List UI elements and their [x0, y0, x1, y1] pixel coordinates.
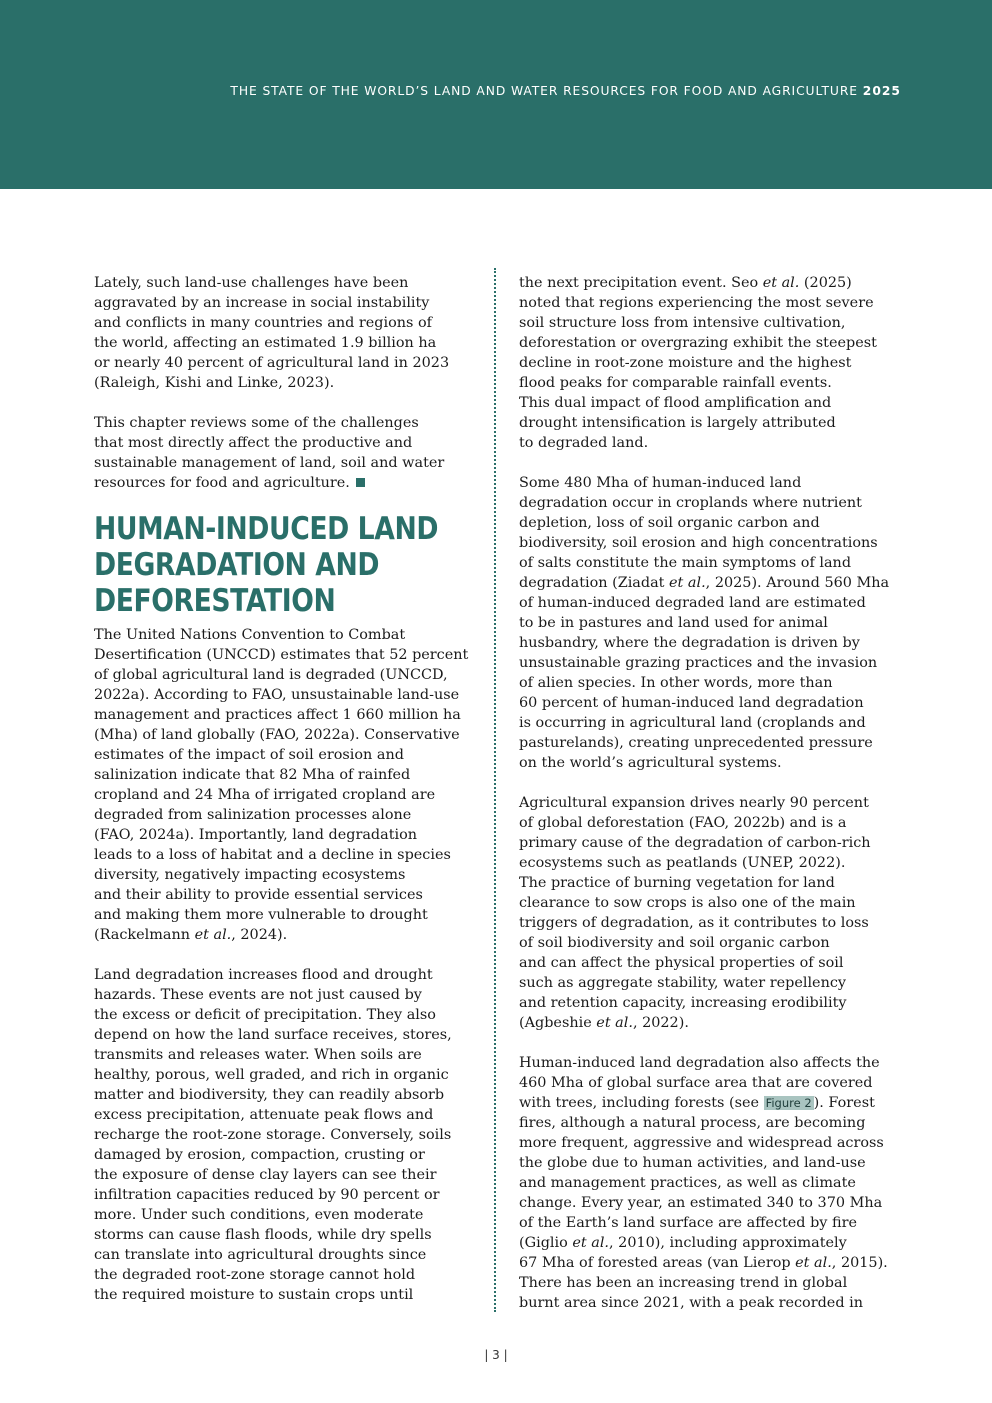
paragraph: [519, 793, 911, 1033]
publication-year: 2025: [862, 84, 901, 98]
text-line: (FAO, 2024a). Importantly, land degradation: [94, 827, 418, 843]
text-line: cropland and 24 Mha of irrigated cropland are: [94, 787, 436, 803]
text-line: more frequent, aggressive and widespread across: [519, 1135, 884, 1151]
text-line: Desertification (UNCCD) estimates that 52 percent: [94, 647, 469, 663]
text-line: unsustainable grazing practices and the invasion: [519, 655, 878, 671]
paragraph: [94, 965, 486, 1305]
text-line: Some 480 Mha of human-induced land: [519, 475, 802, 491]
section-heading: [94, 511, 439, 619]
text-line: noted that regions experiencing the most severe: [519, 295, 874, 311]
text-line-citation: (Giglio et al., 2010), including approximately: [519, 1235, 847, 1251]
text-line: burnt area since 2021, with a peak recorded in: [519, 1295, 863, 1311]
text-line: primary cause of the degradation of carbon-rich: [519, 835, 871, 851]
text-line: is occurring in agricultural land (croplands and: [519, 715, 866, 731]
heading-line: HUMAN-INDUCED LAND: [94, 511, 439, 547]
paragraph: [519, 273, 911, 453]
publication-title: [230, 84, 901, 98]
text-line: triggers of degradation, as it contributes to loss: [519, 915, 869, 931]
text-line: The practice of burning vegetation for land: [519, 875, 835, 891]
text-line: biodiversity, soil erosion and high concentrations: [519, 535, 878, 551]
text-line: clearance to sow crops is also one of the main: [519, 895, 856, 911]
text-line: degradation occur in croplands where nutrient: [519, 495, 862, 511]
figure-2-link[interactable]: Figure 2: [765, 1096, 812, 1110]
text-line: infiltration capacities reduced by 90 percent or: [94, 1187, 440, 1203]
text-line: of alien species. In other words, more than: [519, 675, 833, 691]
text-line: drought intensification is largely attributed: [519, 415, 836, 431]
text-line: This chapter reviews some of the challenges: [94, 415, 419, 431]
text-line: and their ability to provide essential services: [94, 887, 423, 903]
paragraph: [94, 625, 486, 945]
text-line: pasturelands), creating unprecedented pressure: [519, 735, 873, 751]
text-line: to be in pastures and land used for animal: [519, 615, 828, 631]
paragraph: [94, 413, 486, 493]
text-line: transmits and releases water. When soils are: [94, 1047, 422, 1063]
paragraph: [519, 473, 911, 773]
text-line: The United Nations Convention to Combat: [94, 627, 406, 643]
text-line-citation: (Agbeshie et al., 2022).: [519, 1015, 689, 1031]
text-line-citation: 67 Mha of forested areas (van Lierop et al., 2015).: [519, 1255, 888, 1271]
text-line: 460 Mha of global surface area that are covered: [519, 1075, 873, 1091]
text-line: ecosystems such as peatlands (UNEP, 2022).: [519, 855, 846, 871]
text-line: can translate into agricultural droughts since: [94, 1247, 427, 1263]
right-column: [519, 273, 911, 1313]
publication-title-text: THE STATE OF THE WORLD’S LAND AND WATER RESOURCES FOR FOOD AND AGRICULTURE: [230, 84, 858, 98]
text-line: resources for food and agriculture.: [94, 473, 486, 493]
text-line: degraded from salinization processes alone: [94, 807, 412, 823]
text-line-citation: degradation (Ziadat et al., 2025). Around 560 Mha: [519, 575, 890, 591]
text-line: on the world’s agricultural systems.: [519, 755, 782, 771]
text-line: Lately, such land-use challenges have been: [94, 275, 409, 291]
text-line: Land degradation increases flood and drought: [94, 967, 433, 983]
text-line: depend on how the land surface receives, stores,: [94, 1027, 452, 1043]
text-line: sustainable management of land, soil and water: [94, 455, 445, 471]
text-line: decline in root-zone moisture and the highest: [519, 355, 852, 371]
text-line: the degraded root-zone storage cannot hold: [94, 1267, 416, 1283]
text-line: of salts constitute the main symptoms of land: [519, 555, 852, 571]
text-line: of human-induced degraded land are estimated: [519, 595, 866, 611]
end-of-section-marker: [356, 478, 365, 487]
text-line: that most directly affect the productive and: [94, 435, 413, 451]
heading-line: DEGRADATION AND: [94, 547, 380, 583]
text-line: hazards. These events are not just caused by: [94, 987, 422, 1003]
text-line: diversity, negatively impacting ecosystems: [94, 867, 406, 883]
text-line: Agricultural expansion drives nearly 90 percent: [519, 795, 869, 811]
text-line: change. Every year, an estimated 340 to 370 Mha: [519, 1195, 883, 1211]
text-line: to degraded land.: [519, 435, 649, 451]
text-line: the world, affecting an estimated 1.9 billion ha: [94, 335, 437, 351]
text-line: There has been an increasing trend in global: [519, 1275, 848, 1291]
text-line: matter and biodiversity, they can readily absorb: [94, 1087, 445, 1103]
text-line: more. Under such conditions, even moderate: [94, 1207, 424, 1223]
text-line: the globe due to human activities, and land-use: [519, 1155, 866, 1171]
text-line: or nearly 40 percent of agricultural land in 2023: [94, 355, 450, 371]
paragraph: [519, 1053, 911, 1313]
text-line: soil structure loss from intensive cultivation,: [519, 315, 846, 331]
text-line: (Mha) of land globally (FAO, 2022a). Conservative: [94, 727, 460, 743]
text-line-figure-ref: with trees, including forests (see Figure 2 ). Forest: [519, 1095, 875, 1111]
text-line: salinization indicate that 82 Mha of rainfed: [94, 767, 411, 783]
text-line: of soil biodiversity and soil organic carbon: [519, 935, 830, 951]
text-line: 60 percent of human-induced land degradation: [519, 695, 864, 711]
text-line: the required moisture to sustain crops until: [94, 1287, 414, 1303]
text-line: of the Earth’s land surface are affected by fire: [519, 1215, 858, 1231]
text-line: and management practices, as well as climate: [519, 1175, 856, 1191]
column-divider: [494, 268, 496, 1312]
left-column: [94, 273, 486, 1305]
text-line: and conflicts in many countries and regions of: [94, 315, 432, 331]
text-line: and retention capacity, increasing erodibility: [519, 995, 847, 1011]
text-line: (Raleigh, Kishi and Linke, 2023).: [94, 375, 335, 391]
text-line: excess precipitation, attenuate peak flows and: [94, 1107, 434, 1123]
text-line: estimates of the impact of soil erosion and: [94, 747, 404, 763]
heading-line: DEFORESTATION: [94, 583, 336, 619]
text-line: management and practices affect 1 660 million ha: [94, 707, 461, 723]
text-line: and making them more vulnerable to drought: [94, 907, 428, 923]
text-line-citation: (Rackelmann et al., 2024).: [94, 927, 288, 943]
text-line: depletion, loss of soil organic carbon and: [519, 515, 820, 531]
page-number: | 3 |: [484, 1348, 508, 1362]
text-line: recharge the root-zone storage. Conversely, soils: [94, 1127, 452, 1143]
header-banner: [0, 0, 992, 189]
text-line: Human-induced land degradation also affects the: [519, 1055, 880, 1071]
text-line: 2022a). According to FAO, unsustainable land-use: [94, 687, 460, 703]
text-line-citation: the next precipitation event. Seo et al. (2025): [519, 275, 852, 291]
text-line: fires, although a natural process, are becoming: [519, 1115, 866, 1131]
text-line: damaged by erosion, compaction, crusting or: [94, 1147, 425, 1163]
text-line: and can affect the physical properties of soil: [519, 955, 844, 971]
text-line: flood peaks for comparable rainfall events.: [519, 375, 832, 391]
text-line: the excess or deficit of precipitation. They also: [94, 1007, 436, 1023]
text-line: leads to a loss of habitat and a decline in species: [94, 847, 451, 863]
text-line: such as aggregate stability, water repellency: [519, 975, 847, 991]
text-line: the exposure of dense clay layers can see their: [94, 1167, 437, 1183]
text-line: deforestation or overgrazing exhibit the steepest: [519, 335, 877, 351]
paragraph: [94, 273, 486, 393]
text-line: healthy, porous, well graded, and rich in organic: [94, 1067, 449, 1083]
text-line: aggravated by an increase in social instability: [94, 295, 430, 311]
text-line: storms can cause flash floods, while dry spells: [94, 1227, 432, 1243]
text-line: of global agricultural land is degraded (UNCCD,: [94, 667, 448, 683]
text-line: husbandry, where the degradation is driven by: [519, 635, 860, 651]
text-line: of global deforestation (FAO, 2022b) and is a: [519, 815, 847, 831]
text-line: This dual impact of flood amplification and: [519, 395, 832, 411]
